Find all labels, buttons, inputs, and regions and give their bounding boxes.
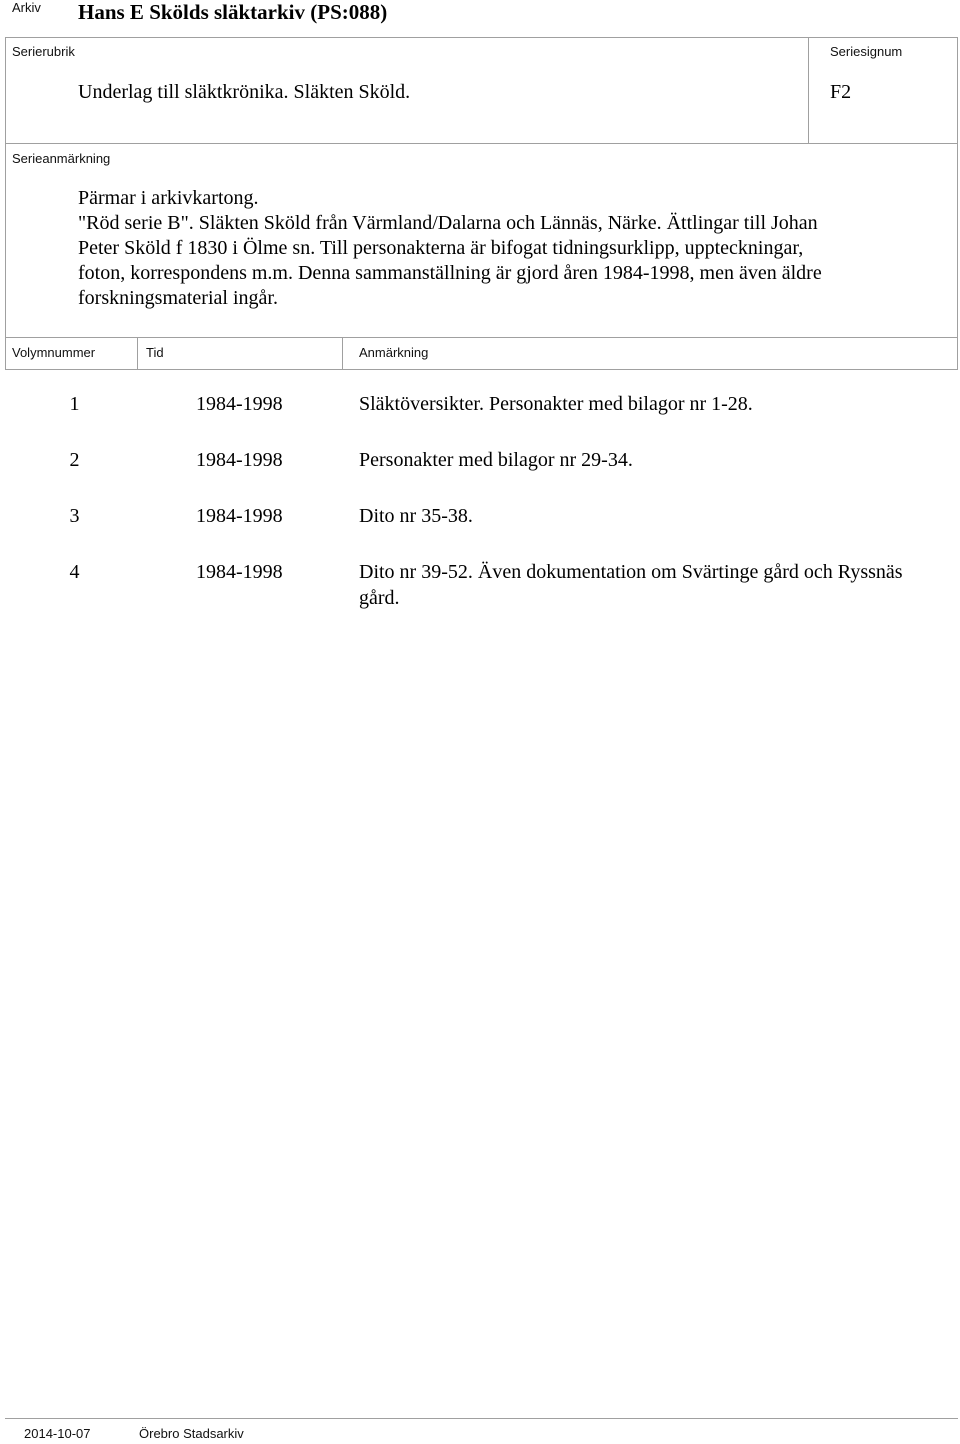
arkiv-label: Arkiv bbox=[12, 0, 41, 15]
remark-line: Peter Sköld f 1830 i Ölme sn. Till personakterna är bifogat tidningsurklipp, uppteckningar, bbox=[78, 237, 804, 259]
volume-number: 4 bbox=[69, 561, 80, 583]
seriesignum-value: F2 bbox=[830, 81, 852, 103]
serieanmarkning-label: Serieanmärkning bbox=[12, 151, 111, 166]
volume-tid: 1984-1998 bbox=[196, 505, 283, 527]
remark-line: foton, korrespondens m.m. Denna sammanställning är gjord åren 1984-1998, men även äldre bbox=[78, 262, 822, 284]
footer-divider bbox=[5, 1418, 958, 1419]
volume-tid: 1984-1998 bbox=[196, 393, 283, 415]
volume-anmarkning: Dito nr 39-52. Även dokumentation om Svärtinge gård och Ryssnäs gård. bbox=[359, 561, 903, 609]
divider-line bbox=[342, 337, 343, 369]
footer-organization: Örebro Stadsarkiv bbox=[139, 1426, 244, 1441]
remark-line: forskningsmaterial ingår. bbox=[78, 287, 278, 309]
remark-line: "Röd serie B". Släkten Sköld från Värmland/Dalarna och Lännäs, Närke. Ättlingar till Johan bbox=[78, 212, 818, 234]
divider-line bbox=[957, 37, 958, 370]
remark-line: Pärmar i arkivkartong. bbox=[78, 187, 259, 209]
volume-number: 3 bbox=[69, 505, 80, 527]
divider-line bbox=[5, 37, 6, 370]
archive-title: Hans E Skölds släktarkiv (PS:088) bbox=[78, 0, 388, 24]
volume-anmarkning: Personakter med bilagor nr 29-34. bbox=[359, 449, 633, 471]
column-header-anmarkning: Anmärkning bbox=[359, 345, 429, 360]
divider-line bbox=[5, 337, 958, 338]
volume-tid: 1984-1998 bbox=[196, 449, 283, 471]
volume-number: 2 bbox=[69, 449, 80, 471]
divider-line bbox=[137, 337, 138, 369]
serierubrik-value: Underlag till släktkrönika. Släkten Sköld. bbox=[78, 81, 411, 103]
volume-anmarkning: Dito nr 35-38. bbox=[359, 505, 473, 527]
serierubrik-label: Serierubrik bbox=[12, 44, 75, 59]
volume-tid: 1984-1998 bbox=[196, 561, 283, 583]
divider-line bbox=[5, 37, 958, 38]
divider-line bbox=[808, 37, 809, 144]
footer-date: 2014-10-07 bbox=[24, 1426, 91, 1441]
column-header-volymnummer: Volymnummer bbox=[12, 345, 96, 360]
column-header-tid: Tid bbox=[146, 345, 164, 360]
serieanmarkning-text bbox=[78, 186, 938, 311]
divider-line bbox=[5, 369, 958, 370]
seriesignum-label: Seriesignum bbox=[830, 44, 903, 59]
volume-number: 1 bbox=[69, 393, 80, 415]
volume-anmarkning: Släktöversikter. Personakter med bilagor nr 1-28. bbox=[359, 393, 753, 415]
divider-line bbox=[5, 143, 958, 144]
